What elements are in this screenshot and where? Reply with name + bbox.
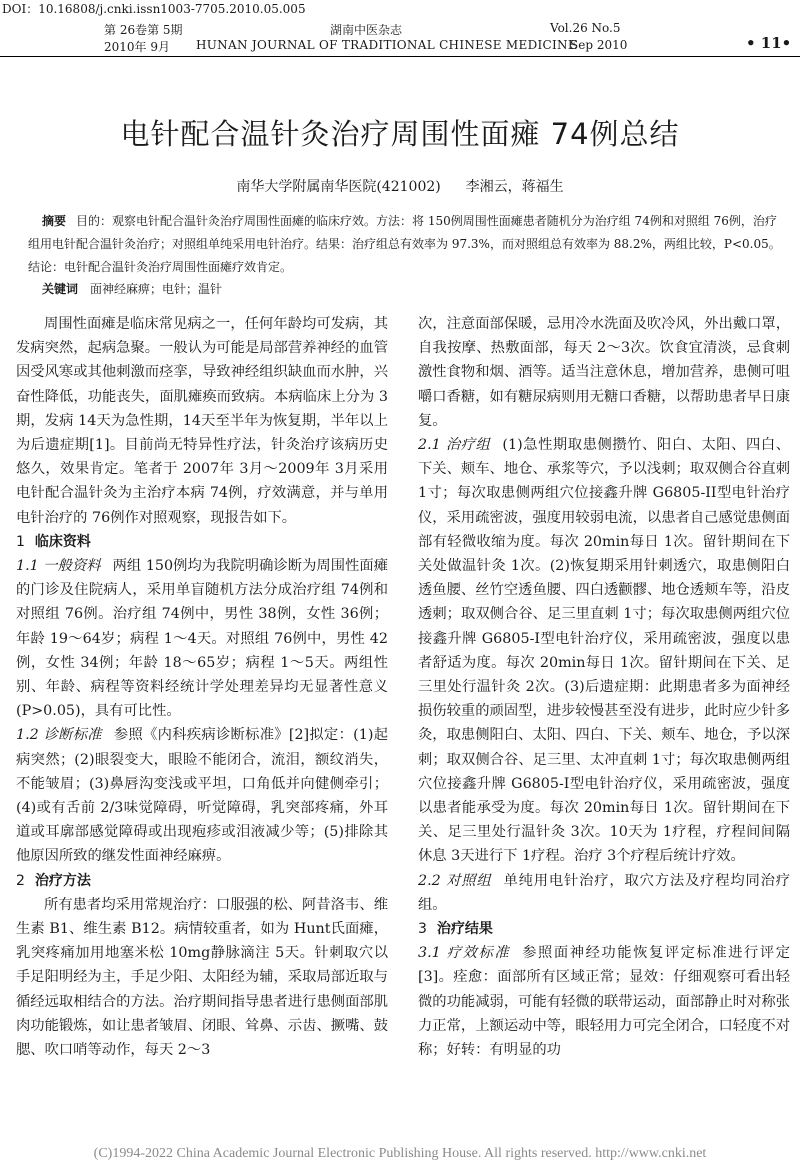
section-2-continued: 次，注意面部保暖，忌用冷水洗面及吹冷风，外出戴口罩，自我按摩、热敷面部，每天 2～3次。饮食宜清淡，忌食刺激性食物和烟、酒等。适当注意休息，增加营养，患侧可咀嚼口香糖，如有糖尿病则用无糖口香糖，以帮助患者早日康复。: [418, 316, 790, 429]
left-column: [16, 312, 388, 1062]
section-1-1: 1.1 一般资料 两组 150例均为我院明确诊断为周围性面瘫的门诊及住院病人，采用单盲随机方法分成治疗组 74例和对照组 76例。治疗组 74例中，男性 38例，女性 36例；年龄 19～64岁；病程 1～4天。对照组 76例中，男性 42例，女性 34例；年龄 18～65岁；病程 1～5天。两组性别、年龄、病程等资料经统计学处理差异均无显著性意义(P>0.05)，具有可比性。: [16, 558, 388, 720]
section-2-1: 2.1 治疗组 (1)急性期取患侧攒竹、阳白、太阳、四白、下关、颊车、地仓、承浆等穴，予以浅刺；取双侧合谷直刺 1寸；每次取患侧两组穴位接鑫升牌 G6805-II型电针治疗仪，采用疏密波，强度用较弱电流，以患者自己感觉患侧面部有轻微收缩为度。每次 20min每日 1次。留针期间在下关处做温针灸 1次。(2)恢复期采用针刺透穴，取患侧阳白透鱼腰、丝竹空透鱼腰、四白透颧髎、地仓透颊车等，沿皮透刺；取双侧合谷、足三里直刺 1寸；每次取患侧两组穴位接鑫升牌 G6805-I型电针治疗仪，采用疏密波，强度以患者舒适为度。每次 20min每日 1次。留针期间在下关、足三里处行温针灸 2次。(3)后遗症期：此期患者多为面神经损伤较重的顽固型，进步较慢甚至没有进步，此时应少针多灸，取患侧阳白、太阳、四白、下关、颊车、地仓，予以深刺；取双侧合谷、足三里、太冲直刺 1寸；每次取患侧两组穴位接鑫升牌 G6805-I型电针治疗仪，采用疏密波，强度以患者能承受为度。每次 20min每日 1次。留针期间在下关、足三里处行温针灸 3次。10天为 1疗程，疗程间间隔休息 3天进行下 1疗程。治疗 3个疗程后统计疗效。: [418, 437, 791, 865]
keywords-text: 面神经麻痹；电针；温针: [90, 282, 223, 296]
authors: 李湘云，蒋福生: [465, 179, 564, 195]
section-heading-1: 1 临床资料: [16, 533, 91, 550]
date-cn: 2010年 9月: [104, 40, 170, 54]
affiliation-line: [0, 176, 800, 196]
affiliation: 南华大学附属南华医院(421002): [236, 179, 441, 195]
section-heading-3: 3 治疗结果: [418, 921, 493, 938]
abstract-label: 摘要: [42, 214, 67, 228]
keywords: [42, 280, 222, 297]
section-3-1: 3.1 疗效标准 参照面神经功能恢复评定标准进行评定[3]。痊愈：面部所有区域正常；显效：仔细观察可看出轻微的功能减弱，可能有轻微的联带运动，面部静止时对称张力正常，上额运动中等，眼轻用力可完全闭合，口轻度不对称；好转：有明显的功: [418, 945, 790, 1059]
copyright-footer: (C)1994-2022 China Academic Journal Electronic Publishing House. All rights reserved. http://www.cnki.net: [93, 1146, 707, 1161]
section-2-2: 2.2 对照组 单纯用电针治疗，取穴方法及疗程均同治疗组。: [418, 872, 791, 913]
header-rule: [0, 56, 800, 57]
doi: DOI：10.16808/j.cnki.issn1003-7705.2010.05.005: [2, 2, 306, 16]
right-column: [418, 312, 790, 1062]
section-heading-2: 2 治疗方法: [16, 872, 91, 889]
journal-en: HUNAN JOURNAL OF TRADITIONAL CHINESE MEDICINE: [196, 38, 577, 52]
section-2-text: 所有患者均采用常规治疗：口服强的松、阿昔洛韦、维生素 B1、维生素 B12。病情较重者，如为 Hunt氏面瘫，乳突疼痛加用地塞米松 10mg静脉滴注 5天。针刺取穴以手足阳明经为主，手足少阳、太阳经为辅，采取局部近取与循经远取相结合的方法。治疗期间指导患者进行患侧面部肌肉功能锻炼，如让患者皱眉、闭眼、耸鼻、示齿、撅嘴、鼓腮、吹口哨等动作，每天 2～3: [16, 896, 388, 1059]
page-number: • 11•: [746, 34, 792, 52]
vol-no-en: Vol.26 No.5: [550, 21, 621, 35]
intro-paragraph: 周围性面瘫是临床常见病之一，任何年龄均可发病，其发病突然，起病急聚。一般认为可能是局部营养神经的血管因受风寒或其他刺激而痉挛，导致神经组织缺血而水肿，兴奋性降低，功能丧失，面肌瘫痪而致病。本病临床上分为 3期，发病 14天为急性期，14天至半年为恢复期，半年以上为后遗症期[1]。目前尚无特异性疗法，针灸治疗该病历史悠久，效果肯定。笔者于 2007年 3月～2009年 3月采用电针配合温针灸为主治疗本病 74例，疗效满意，并与单用电针治疗的 76例作对照观察，现报告如下。: [16, 316, 388, 526]
section-1-2: 1.2 诊断标准 参照《内科疾病诊断标准》[2]拟定：(1)起病突然；(2)眼裂变大，眼睑不能闭合，流泪，额纹消失，不能皱眉；(3)鼻唇沟变浅或平坦，口角低并向健侧牵引；(4)或有舌前 2/3味觉障碍，听觉障碍，乳突部疼痛，外耳道或耳廓部感觉障碍或出现疱疹或泪液减少等；(5)排除其他原因所致的继发性面神经麻痹。: [16, 727, 388, 865]
date-en: Sep 2010: [570, 38, 628, 52]
article-title: 电针配合温针灸治疗周围性面瘫 74例总结: [120, 117, 680, 151]
abstract: [28, 210, 786, 279]
keywords-label: 关键词: [42, 282, 79, 296]
volume-cn: 第 26卷第 5期: [104, 23, 183, 37]
abstract-text: 目的：观察电针配合温针灸治疗周围性面瘫的临床疗效。方法：将 150例周围性面瘫患者随机分为治疗组 74例和对照组 76例，治疗组用电针配合温针灸治疗；对照组单纯采用电针治疗。结果：治疗组总有效率为 97.3%，而对照组总有效率为 88.2%，两组比较，P<0.05。结论：电针配合温针灸治疗周围性面瘫疗效肯定。: [28, 214, 781, 274]
journal-cn: 湖南中医杂志: [330, 23, 403, 37]
